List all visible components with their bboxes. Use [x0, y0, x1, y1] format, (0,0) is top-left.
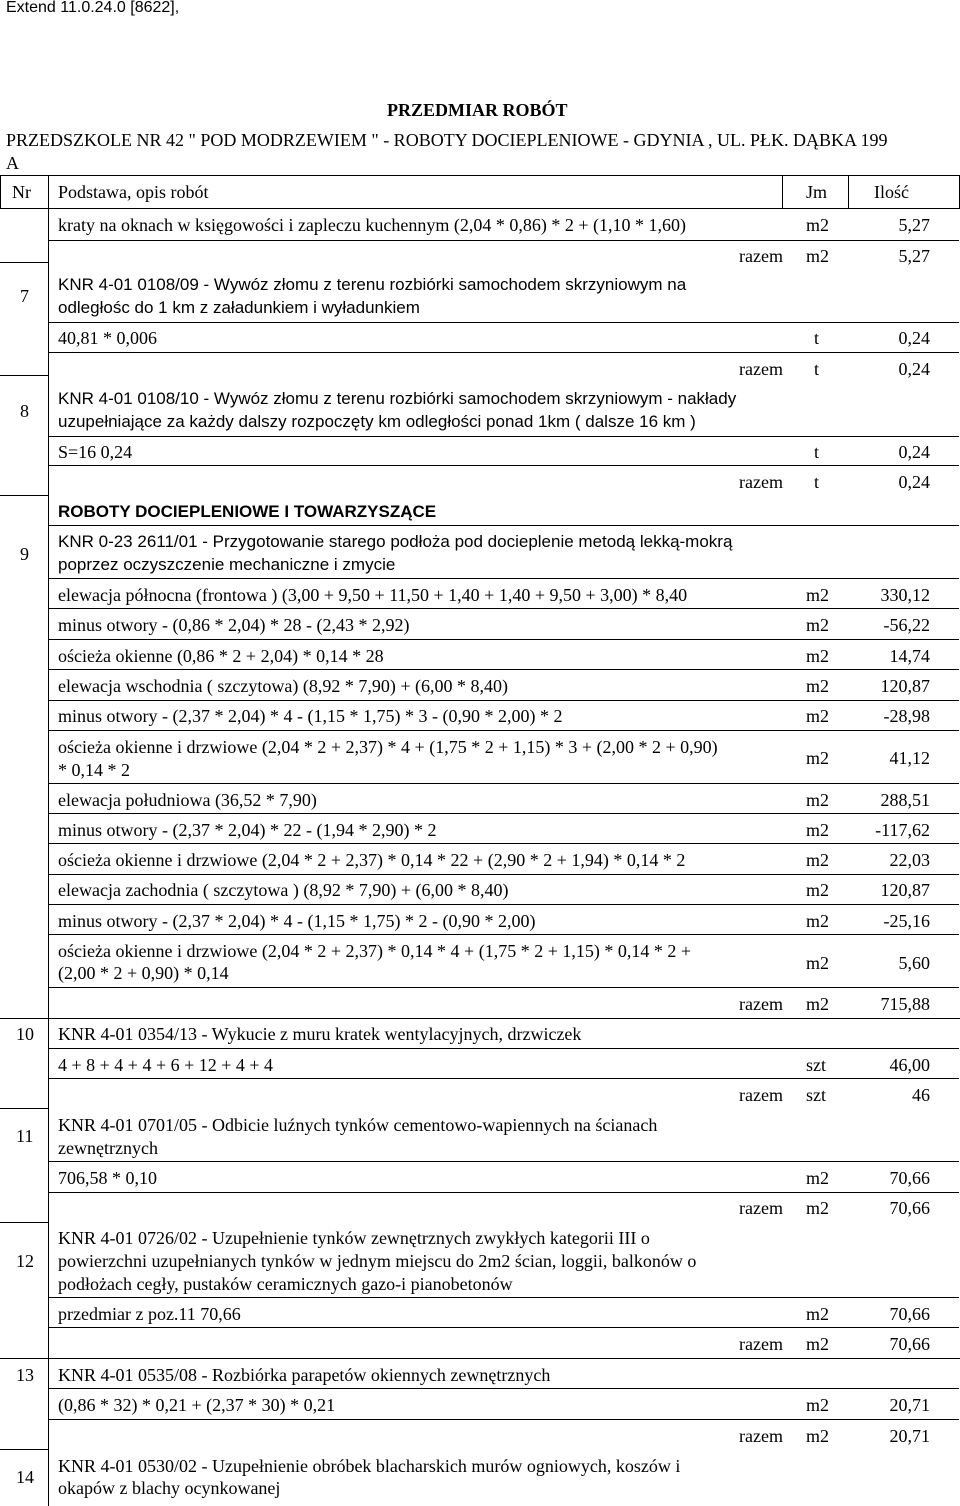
measure-line: kraty na oknach w księgowości i zapleczu kuchennym (2,04 * 0,86) * 2 + (1,10 * 1,60)	[58, 215, 686, 235]
row-qty: 0,24	[898, 472, 930, 492]
column-header-qty: Ilość	[874, 182, 909, 202]
position-number: 7	[20, 286, 29, 306]
position-description-cont: odległośc do 1 km z załadunkiem i wyładunkiem	[58, 298, 420, 317]
row-unit: szt	[806, 1085, 826, 1105]
row-unit: m2	[806, 953, 830, 973]
row-qty: 330,12	[880, 585, 930, 605]
measure-line: ościeża okienne i drzwiowe (2,04 * 2 + 2,37) * 0,14 * 4 + (1,75 * 2 + 1,15) * 0,14 * 2 +	[58, 941, 691, 961]
row-qty: 288,51	[880, 790, 930, 810]
measure-line: minus otwory - (2,37 * 2,04) * 4 - (1,15 * 1,75) * 3 - (0,90 * 2,00) * 2	[58, 706, 563, 726]
row-qty: 70,66	[889, 1304, 930, 1324]
row-unit: m2	[806, 1426, 830, 1446]
measure-line: ościeża okienne (0,86 * 2 + 2,04) * 0,14 * 28	[58, 646, 384, 666]
row-qty: 70,66	[889, 1198, 930, 1218]
row-unit: t	[814, 442, 820, 462]
row-qty: 70,66	[889, 1168, 930, 1188]
row-qty: 715,88	[880, 994, 930, 1014]
row-qty: -28,98	[883, 706, 930, 726]
row-qty: 46,00	[889, 1055, 930, 1075]
row-unit: m2	[806, 1395, 830, 1415]
position-number: 13	[16, 1365, 34, 1385]
measure-line: (0,86 * 32) * 0,21 + (2,37 * 30) * 0,21	[58, 1395, 336, 1415]
row-unit: m2	[806, 1198, 830, 1218]
row-unit: m2	[806, 706, 830, 726]
position-description-cont: zewnętrznych	[58, 1138, 158, 1158]
row-qty: 5,27	[898, 215, 930, 235]
measure-line: S=16 0,24	[58, 442, 133, 462]
measure-line-cont: * 0,14 * 2	[58, 760, 130, 780]
position-number: 12	[16, 1251, 34, 1271]
position-description: KNR 4-01 0726/02 - Uzupełnienie tynków zewnętrznych zwykłych kategorii III o	[58, 1228, 650, 1248]
row-unit: t	[814, 359, 820, 379]
column-header-jm: Jm	[806, 182, 828, 202]
measure-line: minus otwory - (2,37 * 2,04) * 4 - (1,15 * 1,75) * 2 - (0,90 * 2,00)	[58, 911, 536, 931]
measure-line-cont: (2,00 * 2 + 0,90) * 0,14	[58, 963, 229, 983]
measure-line: ościeża okienne i drzwiowe (2,04 * 2 + 2,37) * 0,14 * 22 + (2,90 * 2 + 1,94) * 0,14 * 2	[58, 850, 686, 870]
razem-label: razem	[739, 1426, 783, 1446]
row-unit: m2	[806, 748, 830, 768]
column-header-nr: Nr	[12, 182, 31, 202]
position-description-cont: poprzez oczyszczenie mechaniczne i zmycie	[58, 555, 396, 574]
position-description: KNR 4-01 0530/02 - Uzupełnienie obróbek blacharskich murów ogniowych, koszów i	[58, 1456, 681, 1476]
position-description: KNR 4-01 0535/08 - Rozbiórka parapetów okiennych zewnętrznych	[58, 1365, 551, 1385]
row-unit: m2	[806, 215, 830, 235]
row-qty: -56,22	[883, 615, 930, 635]
document-subtitle: PRZEDSZKOLE NR 42 " POD MODRZEWIEM " - ROBOTY DOCIEPLENIOWE - GDYNIA , UL. PŁK. DĄBKA 199	[6, 130, 888, 150]
measure-line: przedmiar z poz.11 70,66	[58, 1304, 241, 1324]
razem-label: razem	[739, 359, 783, 379]
position-description-cont: podłożach cegły, pustaków ceramicznych gazo-i pianobetonów	[58, 1274, 513, 1294]
row-qty: 0,24	[898, 328, 930, 348]
row-qty: 0,24	[898, 359, 930, 379]
row-unit: m2	[806, 1168, 830, 1188]
row-unit: m2	[806, 615, 830, 635]
position-description: KNR 4-01 0701/05 - Odbicie luźnych tynków cementowo-wapiennych na ścianach	[58, 1115, 658, 1135]
position-number: 8	[20, 401, 29, 421]
row-unit: m2	[806, 1304, 830, 1324]
position-description: KNR 4-01 0108/10 - Wywóz złomu z terenu rozbiórki samochodem skrzyniowym - nakłady	[58, 389, 737, 408]
row-qty: 120,87	[880, 676, 930, 696]
measure-line: minus otwory - (0,86 * 2,04) * 28 - (2,43 * 2,92)	[58, 615, 410, 635]
row-unit: m2	[806, 790, 830, 810]
measure-line: elewacja północna (frontowa ) (3,00 + 9,50 + 11,50 + 1,40 + 1,40 + 9,50 + 3,00) * 8,40	[58, 585, 688, 605]
row-qty: 22,03	[889, 850, 930, 870]
measure-line: ościeża okienne i drzwiowe (2,04 * 2 + 2,37) * 4 + (1,75 * 2 + 1,15) * 3 + (2,00 * 2 + 0,90)	[58, 737, 718, 757]
razem-label: razem	[739, 1085, 783, 1105]
measure-line: minus otwory - (2,37 * 2,04) * 22 - (1,94 * 2,90) * 2	[58, 820, 437, 840]
position-description-cont: uzupełniające za każdy dalszy rozpoczęty km odległości ponad 1km ( dalsze 16 km )	[58, 412, 696, 431]
row-qty: 41,12	[889, 748, 930, 768]
document-title: PRZEDMIAR ROBÓT	[387, 100, 568, 120]
row-qty: 5,60	[898, 953, 930, 973]
row-qty: 120,87	[880, 880, 930, 900]
row-qty: 14,74	[889, 646, 930, 666]
measure-line: 40,81 * 0,006	[58, 328, 157, 348]
row-qty: 5,27	[898, 246, 930, 266]
position-description: KNR 4-01 0354/13 - Wykucie z muru kratek wentylacyjnych, drzwiczek	[58, 1024, 582, 1044]
measure-line: elewacja południowa (36,52 * 7,90)	[58, 790, 317, 810]
section-heading: ROBOTY DOCIEPLENIOWE I TOWARZYSZĄCE	[58, 502, 437, 521]
position-description: KNR 4-01 0108/09 - Wywóz złomu z terenu rozbiórki samochodem skrzyniowym na	[58, 275, 687, 294]
row-qty: 20,71	[889, 1395, 930, 1415]
position-number: 14	[16, 1467, 34, 1487]
razem-label: razem	[739, 1334, 783, 1354]
position-description-cont: okapów z blachy ocynkowanej	[58, 1478, 281, 1498]
row-unit: t	[814, 328, 820, 348]
row-unit: m2	[806, 246, 830, 266]
position-number: 9	[20, 544, 29, 564]
row-unit: m2	[806, 850, 830, 870]
razem-label: razem	[739, 472, 783, 492]
row-unit: m2	[806, 880, 830, 900]
row-unit: m2	[806, 646, 830, 666]
razem-label: razem	[739, 994, 783, 1014]
row-unit: m2	[806, 676, 830, 696]
position-description-cont: powierzchni uzupełnianych tynków w jednym miejscu do 2m2 ścian, loggii, balkonów o	[58, 1251, 697, 1271]
row-unit: m2	[806, 820, 830, 840]
row-unit: t	[814, 472, 820, 492]
row-qty: -25,16	[883, 911, 930, 931]
row-qty: 46	[912, 1085, 930, 1105]
row-qty: 20,71	[889, 1426, 930, 1446]
column-header-desc: Podstawa, opis robót	[58, 182, 209, 202]
row-qty: -117,62	[875, 820, 930, 840]
row-unit: m2	[806, 911, 830, 931]
measure-line: 706,58 * 0,10	[58, 1168, 157, 1188]
header-note: Extend 11.0.24.0 [8622],	[6, 0, 180, 16]
row-unit: m2	[806, 994, 830, 1014]
measure-line: elewacja zachodnia ( szczytowa ) (8,92 * 7,90) + (6,00 * 8,40)	[58, 880, 509, 900]
position-description: KNR 0-23 2611/01 - Przygotowanie starego podłoża pod docieplenie metodą lekką-mokrą	[58, 532, 733, 551]
row-unit: m2	[806, 1334, 830, 1354]
document-subtitle-cont: A	[6, 153, 19, 173]
measure-line: 4 + 8 + 4 + 4 + 6 + 12 + 4 + 4	[58, 1055, 274, 1075]
measure-line: elewacja wschodnia ( szczytowa) (8,92 * 7,90) + (6,00 * 8,40)	[58, 676, 509, 696]
razem-label: razem	[739, 1198, 783, 1218]
row-unit: szt	[806, 1055, 826, 1075]
row-qty: 0,24	[898, 442, 930, 462]
position-number: 10	[16, 1024, 34, 1044]
razem-label: razem	[739, 246, 783, 266]
row-unit: m2	[806, 585, 830, 605]
row-qty: 70,66	[889, 1334, 930, 1354]
position-number: 11	[16, 1126, 34, 1146]
